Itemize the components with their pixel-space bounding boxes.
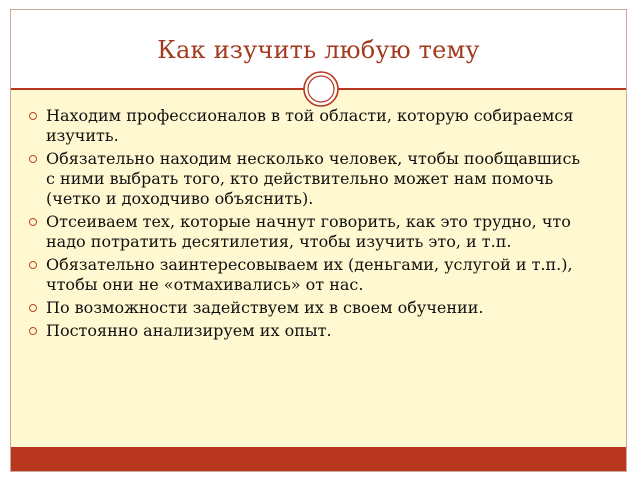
hollow-circle-bullet-icon xyxy=(29,304,37,312)
bullet-item xyxy=(27,298,587,318)
hollow-circle-bullet-icon xyxy=(29,155,37,163)
bullet-text: По возможности задействуем их в своем обучении. xyxy=(46,298,484,317)
slide-title: Как изучить любую тему xyxy=(157,36,480,64)
bullet-item xyxy=(27,321,587,341)
bullet-text: Постоянно анализируем их опыт. xyxy=(46,321,332,340)
bullet-item xyxy=(27,149,587,209)
hollow-circle-bullet-icon xyxy=(29,112,37,120)
hollow-circle-bullet-icon xyxy=(29,327,37,335)
bullet-text: Отсеиваем тех, которые начнут говорить, как это трудно, что надо потратить десятилетия, чтобы изучить это, и т.п. xyxy=(46,212,571,251)
footer-bar xyxy=(11,447,626,471)
hollow-circle-bullet-icon xyxy=(29,261,37,269)
hollow-circle-bullet-icon xyxy=(29,218,37,226)
bullet-item xyxy=(27,255,587,295)
bullet-text: Обязательно заинтересовываем их (деньгами, услугой и т.п.), чтобы они не «отмахивались» от нас. xyxy=(46,255,573,294)
bullet-list xyxy=(27,106,587,344)
double-ring-ornament-icon xyxy=(302,70,340,108)
bullet-item xyxy=(27,212,587,252)
bullet-text: Находим профессионалов в той области, которую собираемся изучить. xyxy=(46,106,574,145)
bullet-item xyxy=(27,106,587,146)
bullet-text: Обязательно находим несколько человек, чтобы пообщавшись с ними выбрать того, кто действительно может нам помочь (четко и доходчиво объяснить). xyxy=(46,149,581,208)
